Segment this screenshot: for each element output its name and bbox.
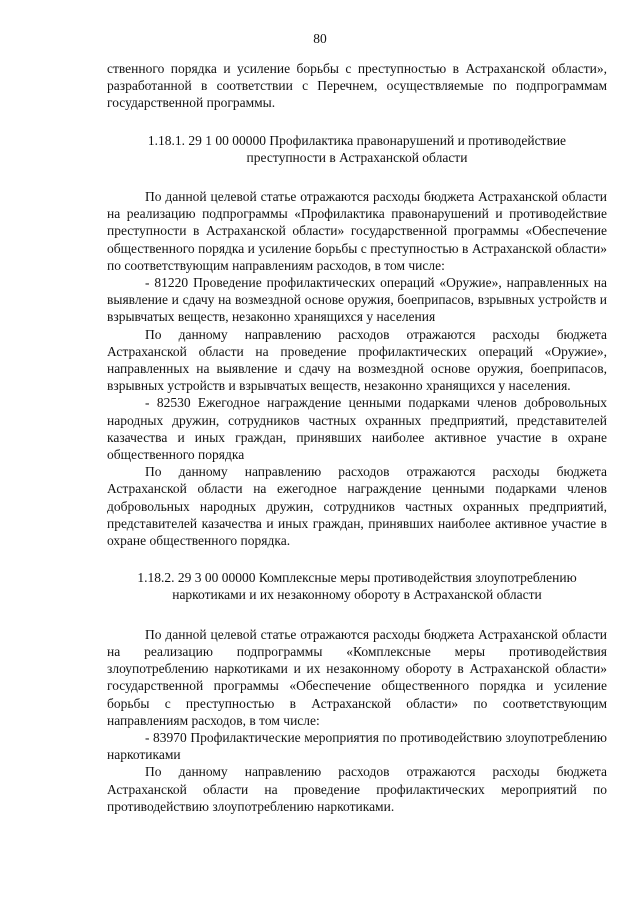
section-2-paragraph: По данной целевой статье отражаются расходы бюджета Астраханской области на реализацию подпрограммы «Комплексные меры противодействия злоупотреблению наркотиками и их незаконному обороту в Астраханской области» государственной программы «Обеспечение общественного порядка и усиление борьбы с преступностью в Астраханской области» по соответствующим направлениям расходов, в том числе: [107,626,607,728]
section-heading-1-18-1: 1.18.1. 29 1 00 00000 Профилактика правонарушений и противодействие преступности в Астраханской области [147,132,567,165]
page-number: 80 [313,31,327,46]
expense-item-83970: - 83970 Профилактические мероприятия по противодействию злоупотреблению наркотиками [107,729,607,763]
expense-item-81220: - 81220 Проведение профилактических операций «Оружие», направленных на выявление и сдачу на возмездной основе оружия, боеприпасов, взрывных устройств и взрывчатых веществ, незаконно хранящихся у населения [107,275,607,325]
intro-paragraph: ственного порядка и усиление борьбы с преступностью в Астраханской области», разработанной в соответствии с Перечнем, осуществляемые по подпрограммам государственной программы. [107,61,607,111]
expense-item-82530: - 82530 Ежегодное награждение ценными подарками членов добровольных народных дружин, сотрудников частных охранных предприятий, представителей казачества и иных граждан, принявших наиболее активное участие в охране общественного порядка [107,395,607,463]
section-heading-1-18-2: 1.18.2. 29 3 00 00000 Комплексные меры противодействия злоупотреблению наркотиками и их незаконному обороту в Астраханской области [137,570,577,603]
expense-item-82530-description: По данному направлению расходов отражаются расходы бюджета Астраханской области на ежегодное награждение ценными подарками членов добровольных народных дружин, сотрудников частных охранных предприятий, представителей казачества и иных граждан, принявших наиболее активное участие в охране общественного порядка. [107,464,607,549]
expense-item-81220-description: По данному направлению расходов отражаются расходы бюджета Астраханской области на проведение профилактических операций «Оружие», направленных на выявление и сдачу на возмездной основе оружия, боеприпасов, взрывных устройств и взрывчатых веществ, незаконно хранящихся у населения. [107,326,607,394]
document-body [107,60,607,815]
expense-item-83970-description: По данному направлению расходов отражаются расходы бюджета Астраханской области на проведение профилактических мероприятий по противодействию злоупотреблению наркотиками. [107,764,607,814]
section-1-paragraph: По данной целевой статье отражаются расходы бюджета Астраханской области на реализацию подпрограммы «Профилактика правонарушений и противодействие преступности в Астраханской области» государственной программы «Обеспечение общественного порядка и усиление борьбы с преступностью в Астраханской области» по соответствующим направлениям расходов, в том числе: [107,189,607,273]
